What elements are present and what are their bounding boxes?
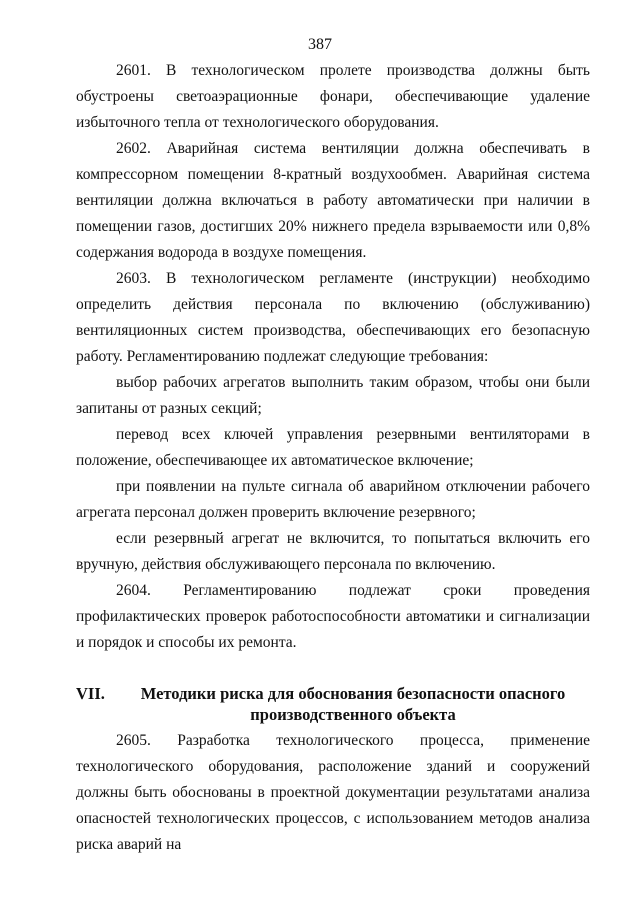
requirement-item-2: перевод всех ключей управления резервными вентиляторами в положение, обеспечивающее их автоматическое включение; — [76, 426, 590, 469]
body-text-continued — [76, 728, 590, 858]
body-text — [76, 58, 590, 656]
paragraph-2602: 2602. Аварийная система вентиляции должна обеспечивать в компрессорном помещении 8-кратный воздухообмен. Аварийная система вентиляции должна включаться в работу автоматически при наличии в помещении газов, достигших 20% нижнего предела взрываемости или 0,8% содержания водорода в воздухе помещения. — [76, 140, 590, 261]
paragraph-2601: 2601. В технологическом пролете производства должны быть обустроены светоаэрационные фонари, обеспечивающие удаление избыточного тепла от технологического оборудования. — [76, 62, 590, 131]
page-number: 387 — [308, 36, 332, 53]
paragraph-2604: 2604. Регламентированию подлежат сроки проведения профилактических проверок работоспособности автоматики и сигнализации и порядок и способы их ремонта. — [76, 582, 590, 651]
section-heading — [76, 683, 590, 725]
paragraph-2603: 2603. В технологическом регламенте (инструкции) необходимо определить действия персонала по включению (обслуживанию) вентиляционных систем производства, обеспечивающих его безопасную работу. Регламентированию подлежат следующие требования: — [76, 270, 590, 365]
section-title: Методики риска для обоснования безопасности опасного производственного объекта — [140, 684, 566, 724]
requirement-item-4: если резервный агрегат не включится, то попытаться включить его вручную, действия обслуживающего персонала по включению. — [76, 530, 590, 573]
paragraph-2605: 2605. Разработка технологического процесса, применение технологического оборудования, расположение зданий и сооружений должны быть обоснованы в проектной документации результатами анализа опасностей технологических процессов, с использованием методов анализа риска аварий на — [76, 732, 590, 853]
requirement-item-1: выбор рабочих агрегатов выполнить таким образом, чтобы они были запитаны от разных секций; — [76, 374, 590, 417]
requirement-item-3: при появлении на пульте сигнала об аварийном отключении рабочего агрегата персонал должен проверить включение резервного; — [76, 478, 590, 521]
section-number: VII. — [76, 684, 105, 703]
